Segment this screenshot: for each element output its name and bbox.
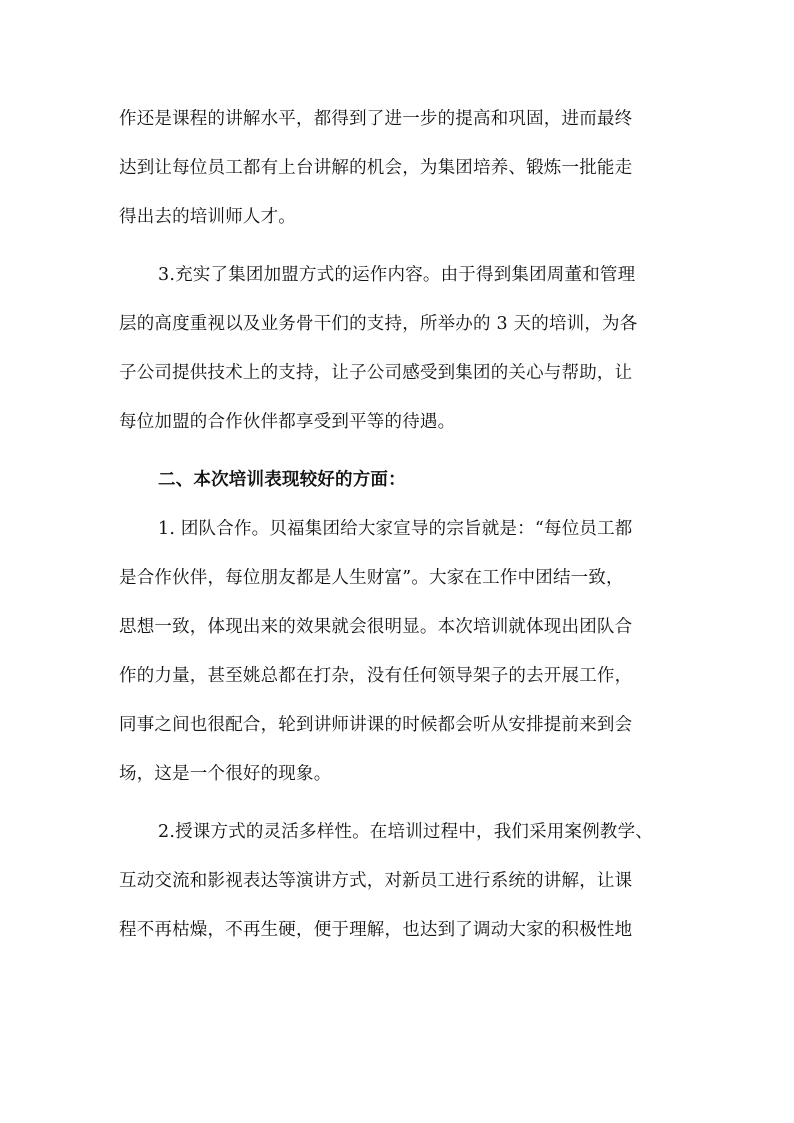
paragraph-line: 互动交流和影视表达等演讲方式，对新员工进行系统的讲解，让课 <box>119 871 633 891</box>
paragraph-line: 思想一致，体现出来的效果就会很明显。本次培训就体现出团队合 <box>119 617 633 637</box>
paragraph-line: 子公司提供技术上的支持，让子公司感受到集团的关心与帮助，让 <box>119 363 633 383</box>
paragraph-line: 1. 团队合作。贝福集团给大家宣导的宗旨就是：“每位员工都 <box>158 519 633 539</box>
paragraph-line: 3.充实了集团加盟方式的运作内容。由于得到集团周董和管理 <box>158 265 636 285</box>
paragraph-line: 2.授课方式的灵活多样性。在培训过程中，我们采用案例教学、 <box>158 822 653 842</box>
section-heading: 二、本次培训表现较好的方面： <box>158 470 406 490</box>
paragraph-line: 程不再枯燥，不再生硬，便于理解，也达到了调动大家的积极性地 <box>119 920 633 940</box>
paragraph-line: 层的高度重视以及业务骨干们的支持，所举办的 3 天的培训，为各 <box>119 314 638 334</box>
paragraph-line: 同事之间也很配合，轮到讲师讲课的时候都会听从安排提前来到会 <box>119 715 633 735</box>
paragraph-line: 场，这是一个很好的现象。 <box>119 764 332 784</box>
paragraph-line: 作还是课程的讲解水平，都得到了进一步的提高和巩固，进而最终 <box>119 109 633 129</box>
paragraph-line: 达到让每位员工都有上台讲解的机会，为集团培养、锻炼一批能走 <box>119 158 633 178</box>
paragraph-line: 每位加盟的合作伙伴都享受到平等的待遇。 <box>119 412 456 432</box>
paragraph-line: 得出去的培训师人才。 <box>119 207 296 227</box>
paragraph-line: 作的力量，甚至姚总都在打杂，没有任何领导架子的去开展工作， <box>119 666 633 686</box>
paragraph-line: 是合作伙伴，每位朋友都是人生财富”。大家在工作中团结一致， <box>119 568 624 588</box>
